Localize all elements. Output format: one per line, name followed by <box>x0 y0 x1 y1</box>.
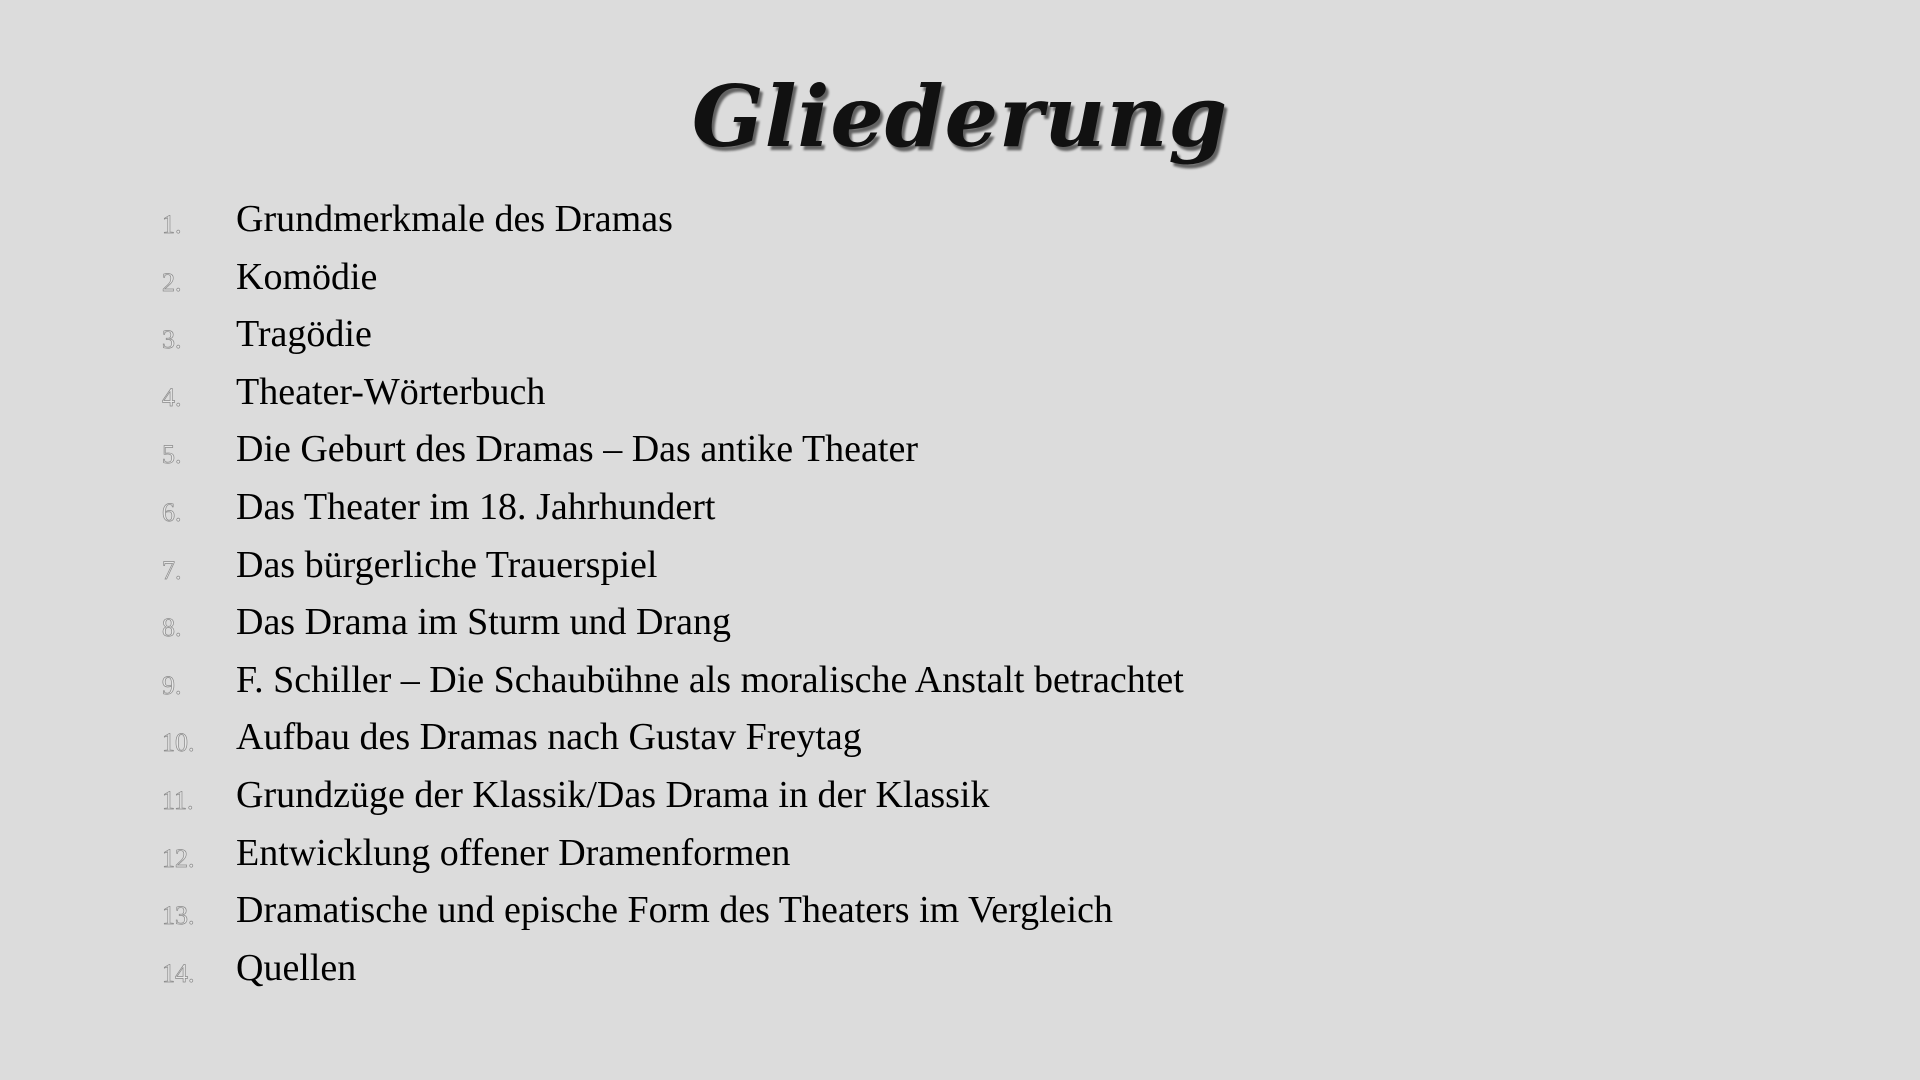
toc-item-11 <box>0 766 1400 824</box>
toc-number: 5. <box>162 440 182 470</box>
toc-number: 10. <box>162 728 195 758</box>
toc-label: Das bürgerliche Trauerspiel <box>236 543 658 586</box>
toc-label: Die Geburt des Dramas – Das antike Theater <box>236 428 918 471</box>
toc-item-13 <box>0 881 1400 939</box>
toc-number: 8. <box>162 613 182 643</box>
toc-label: Entwicklung offener Dramenformen <box>236 831 791 874</box>
toc-item-14 <box>0 939 1400 997</box>
toc-item-3 <box>0 305 1400 363</box>
toc-number: 7. <box>162 555 182 585</box>
toc-item-9 <box>0 651 1400 709</box>
toc-item-10 <box>0 708 1400 766</box>
toc-number: 4. <box>162 382 182 412</box>
toc-label: Tragödie <box>236 313 372 356</box>
toc-number: 14. <box>162 958 195 988</box>
toc-label: Das Drama im Sturm und Drang <box>236 601 731 644</box>
toc-item-6 <box>0 478 1400 536</box>
toc-item-7 <box>0 536 1400 594</box>
toc-number: 9. <box>162 670 182 700</box>
toc-label: Dramatische und epische Form des Theaters im Vergleich <box>236 889 1113 932</box>
toc-item-8 <box>0 593 1400 651</box>
toc-number: 6. <box>162 497 182 527</box>
toc-item-4 <box>0 363 1400 421</box>
toc-number: 13. <box>162 901 195 931</box>
toc-number: 2. <box>162 267 182 297</box>
toc-number: 11. <box>162 785 194 815</box>
toc-label: Theater-Wörterbuch <box>236 370 546 413</box>
toc-label: Das Theater im 18. Jahrhundert <box>236 485 716 528</box>
table-of-contents <box>0 190 1400 996</box>
toc-label: Grundzüge der Klassik/Das Drama in der Klassik <box>236 773 990 816</box>
slide-title: Gliederung <box>691 67 1229 166</box>
toc-label: Komödie <box>236 255 378 298</box>
toc-label: F. Schiller – Die Schaubühne als moralische Anstalt betrachtet <box>236 658 1184 701</box>
toc-label: Grundmerkmale des Dramas <box>236 198 673 240</box>
toc-number: 3. <box>162 325 182 355</box>
toc-number: 12. <box>162 843 195 873</box>
toc-label: Aufbau des Dramas nach Gustav Freytag <box>236 716 862 759</box>
toc-item-1 <box>0 190 1400 248</box>
toc-item-12 <box>0 824 1400 882</box>
toc-item-5 <box>0 420 1400 478</box>
toc-label: Quellen <box>236 946 357 989</box>
toc-item-2 <box>0 248 1400 306</box>
toc-number: 1. <box>162 210 182 239</box>
